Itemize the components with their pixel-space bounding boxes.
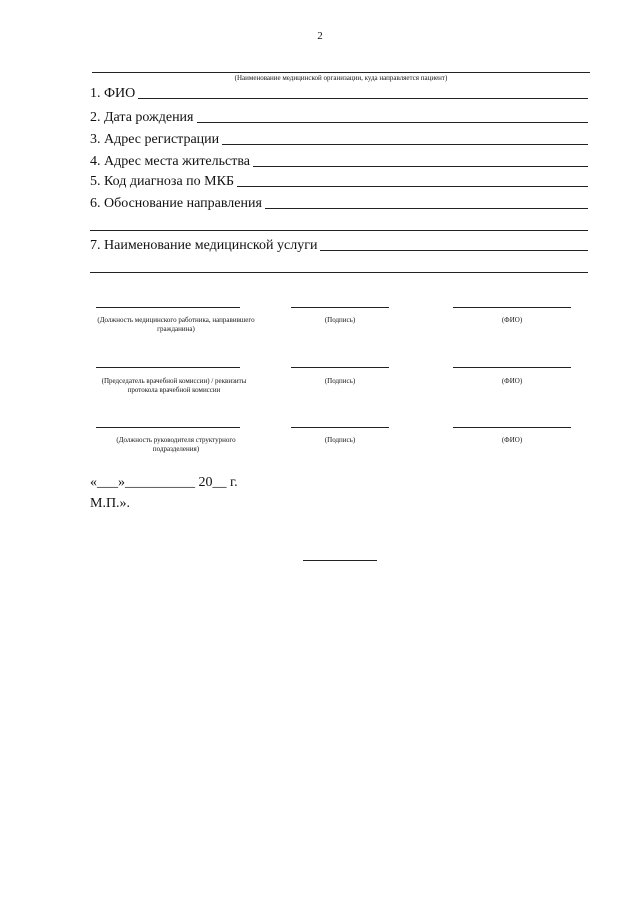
field-referral-reason xyxy=(90,196,588,212)
organization-name-line[interactable] xyxy=(92,72,590,73)
field-registration-address-label: 3. Адрес регистрации xyxy=(90,132,220,147)
field-birth-date xyxy=(90,110,588,126)
field-residence-address-input-line[interactable] xyxy=(253,165,588,167)
signature-3-name-line[interactable] xyxy=(453,427,571,428)
signature-2-position-caption: (Председатель врачебной комиссии) / реквизиты протокола врачебной комиссии xyxy=(101,377,247,394)
organization-caption: (Наименование медицинской организации, куда направляется пациент) xyxy=(234,74,448,82)
signature-2-name-line[interactable] xyxy=(453,367,571,368)
signature-1-position-line[interactable] xyxy=(96,307,240,308)
field-birth-date-label: 2. Дата рождения xyxy=(90,110,194,125)
signature-3-name-caption: (ФИО) xyxy=(501,436,523,444)
field-birth-date-input-line[interactable] xyxy=(197,121,589,123)
field-residence-address-label: 4. Адрес места жительства xyxy=(90,154,250,169)
signature-1-signature-caption: (Подпись) xyxy=(324,316,356,324)
signature-3-position-caption: (Должность руководителя структурного подразделения) xyxy=(116,436,236,453)
signature-1-position-caption: (Должность медицинского работника, направившего гражданина) xyxy=(97,316,255,333)
signature-3-position-line[interactable] xyxy=(96,427,240,428)
signature-1-name-line[interactable] xyxy=(453,307,571,308)
field-fio xyxy=(90,86,588,102)
signature-2-name-caption: (ФИО) xyxy=(501,377,523,385)
signature-2-signature-line[interactable] xyxy=(291,367,389,368)
field-fio-input-line[interactable] xyxy=(138,97,588,99)
field-referral-reason-input-line[interactable] xyxy=(265,207,588,209)
signature-2-position-line[interactable] xyxy=(96,367,240,368)
field-residence-address xyxy=(90,154,588,170)
page-number: 2 xyxy=(317,30,323,42)
signature-2-signature-caption: (Подпись) xyxy=(324,377,356,385)
field-registration-address-input-line[interactable] xyxy=(222,143,588,145)
date-line[interactable]: «___»__________ 20__ г. xyxy=(90,475,238,490)
field-medical-service-input-line[interactable] xyxy=(320,249,588,251)
signature-3-signature-caption: (Подпись) xyxy=(324,436,356,444)
end-divider xyxy=(303,560,377,561)
field-icd-code-label: 5. Код диагноза по МКБ xyxy=(90,174,234,189)
stamp-label: М.П.». xyxy=(90,496,131,511)
field-medical-service xyxy=(90,238,588,254)
field-icd-code-input-line[interactable] xyxy=(237,185,588,187)
signature-3-signature-line[interactable] xyxy=(291,427,389,428)
field-medical-service-label: 7. Наименование медицинской услуги xyxy=(90,238,318,253)
field-referral-reason-continuation-line[interactable] xyxy=(90,230,588,231)
signature-1-name-caption: (ФИО) xyxy=(501,316,523,324)
field-medical-service-continuation-line[interactable] xyxy=(90,272,588,273)
field-referral-reason-label: 6. Обоснование направления xyxy=(90,196,262,211)
field-fio-label: 1. ФИО xyxy=(90,86,136,101)
field-registration-address xyxy=(90,132,588,148)
signature-1-signature-line[interactable] xyxy=(291,307,389,308)
field-icd-code xyxy=(90,174,588,190)
